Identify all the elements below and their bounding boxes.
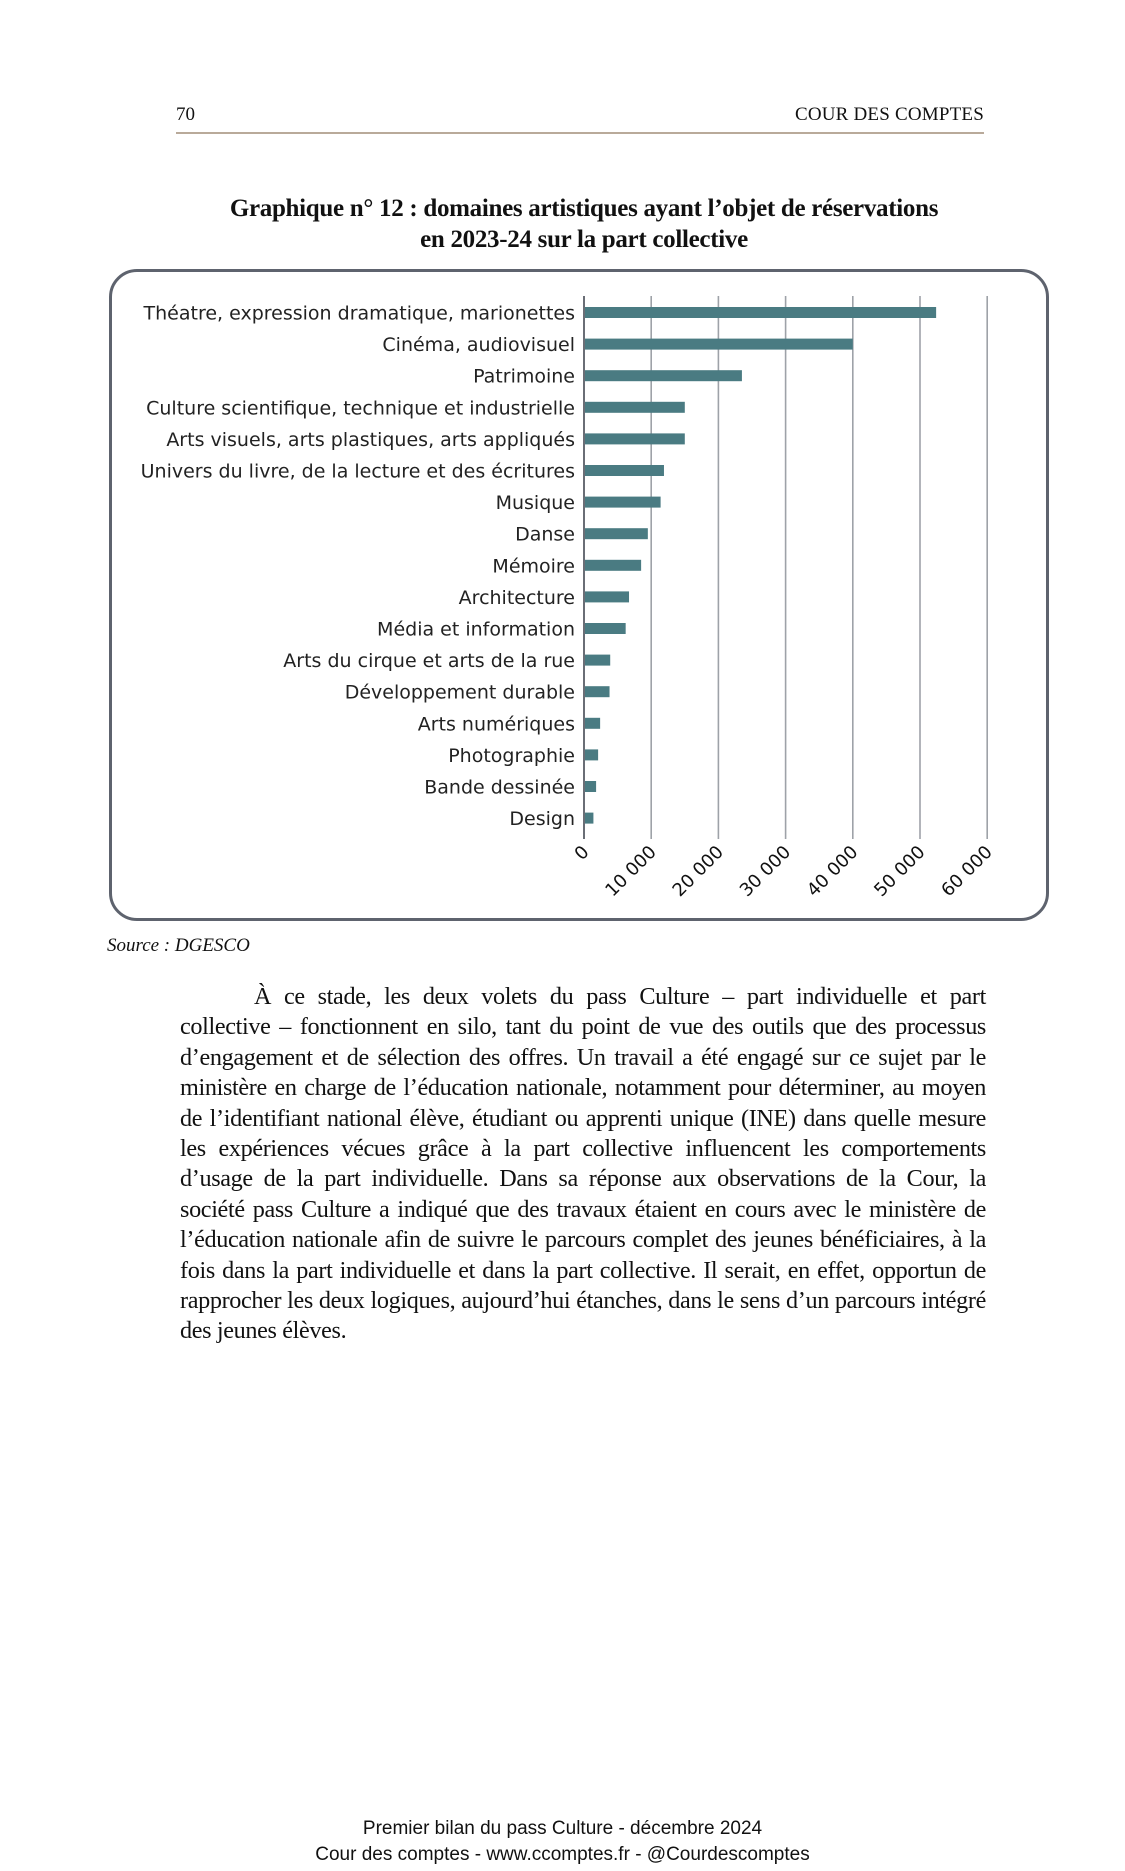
category-label: Théatre, expression dramatique, marionettes [143, 302, 575, 325]
bar [584, 655, 610, 666]
category-label: Cinéma, audiovisuel [382, 334, 575, 357]
category-label: Arts visuels, arts plastiques, arts appliqués [166, 428, 575, 451]
category-label: Mémoire [492, 555, 575, 578]
bar [584, 528, 648, 539]
footer-line-1: Premier bilan du pass Culture - décembre 2024 [362, 1818, 763, 1839]
bar [584, 307, 936, 318]
x-tick-label: 0 [570, 841, 594, 865]
bar [584, 560, 641, 571]
category-label: Univers du livre, de la lecture et des écritures [140, 460, 575, 483]
bar [584, 623, 626, 634]
chart-category-labels [141, 303, 575, 831]
bar [584, 591, 629, 602]
x-tick-label: 50 000 [870, 841, 930, 902]
bar [584, 781, 596, 792]
category-label: Média et information [377, 618, 575, 641]
category-label: Musique [495, 492, 575, 515]
bar [584, 465, 664, 476]
chart-bars [584, 307, 936, 824]
category-label: Arts du cirque et arts de la rue [283, 650, 575, 673]
category-label: Développement durable [344, 681, 575, 704]
bar [584, 370, 742, 381]
running-head: COUR DES COMPTES [794, 104, 984, 125]
bar [584, 813, 593, 824]
page-number: 70 [176, 104, 195, 125]
bar [584, 749, 598, 760]
bar [584, 339, 853, 350]
category-label: Arts numériques [417, 713, 575, 736]
category-label: Danse [515, 523, 575, 546]
x-tick-label: 10 000 [601, 841, 661, 902]
figure-title-line-1: Graphique n° 12 : domaines artistiques ayant l’objet de réservations [229, 195, 939, 222]
x-tick-label: 60 000 [937, 841, 997, 902]
bar [584, 718, 600, 729]
chart-x-axis-ticks [571, 842, 997, 901]
body-paragraph: À ce stade, les deux volets du pass Culture – part individuelle et part collective – fonctionnent en silo, tant du point de vue des outils que des processus d’engagement et de sélection des offres. Un travail a été engagé sur ce sujet par le ministère en charge de l’éducation nationale, notamment pour déterminer, au moyen de l’identifiant national élève, étudiant ou apprenti unique (INE) dans quelle mesure les expériences vécues grâce à la part collective influencent les comportements d’usage de la part individuelle. Dans sa réponse aux observations de la Cour, la société pass Culture a indiqué que des travaux étaient en cours avec le ministère de l’éducation nationale afin de suivre le parcours complet des jeunes bénéficiaires, à la fois dans la part individuelle et dans la part collective. Il serait, en effet, opportun de rapprocher les deux logiques, aujourd’hui étanches, dans le sens d’un parcours intégré des jeunes élèves. [180, 983, 986, 1345]
figure-source: Source : DGESCO [107, 935, 250, 956]
category-label: Bande dessinée [424, 776, 575, 799]
bar [584, 497, 661, 508]
x-tick-label: 40 000 [802, 841, 863, 902]
category-label: Design [509, 808, 575, 831]
figure-title-line-2: en 2023-24 sur la part collective [420, 226, 748, 253]
bar [584, 402, 685, 413]
x-tick-label: 30 000 [735, 841, 796, 902]
category-label: Patrimoine [473, 365, 575, 388]
footer-line-2: Cour des comptes - www.ccomptes.fr - @Courdescomptes [315, 1844, 810, 1865]
category-label: Culture scientifique, technique et industrielle [146, 397, 575, 420]
category-label: Photographie [448, 744, 575, 767]
bar [584, 433, 685, 444]
category-label: Architecture [458, 586, 575, 609]
bar-chart [0, 0, 1125, 930]
bar [584, 686, 610, 697]
x-tick-label: 20 000 [668, 841, 728, 902]
